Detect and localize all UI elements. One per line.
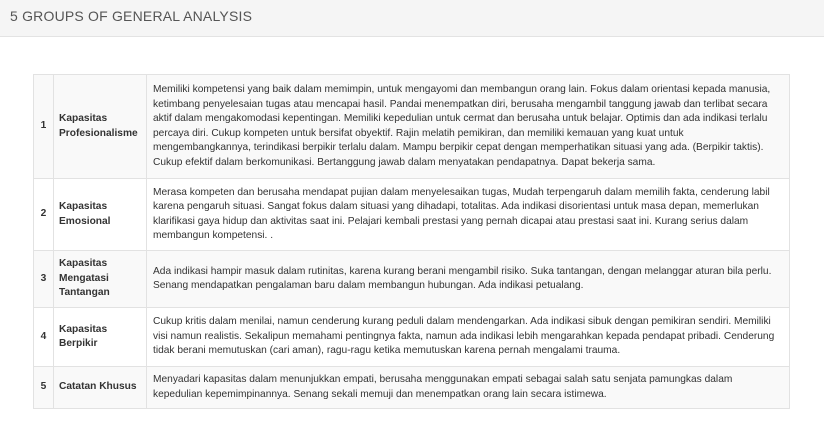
page-title: 5 GROUPS OF GENERAL ANALYSIS (10, 8, 253, 24)
table-row (34, 308, 790, 367)
group-number: 1 (34, 75, 54, 179)
group-description: Ada indikasi hampir masuk dalam rutinitas, karena kurang berani mengambil risiko. Suka tantangan, dengan melanggar aturan bila perlu. Senang mendapatkan pengalaman baru dalam membangun hubungan. Ada indikasi petualang. (147, 251, 790, 308)
table-row (34, 75, 790, 179)
group-description: Cukup kritis dalam menilai, namun cenderung kurang peduli dalam mendengarkan. Ada indikasi sibuk dengan pemikiran sendiri. Memiliki visi namun realistis. Sekalipun memahami pentingnya fakta, namun ada indikasi lebih mengarahkan kepada pendapat pribadi. Cenderung tidak berani memutuskan (cari aman), ragu-ragu ketika memutuskan karena pernah mengalami trauma. (147, 308, 790, 367)
group-number: 2 (34, 179, 54, 251)
table-row (34, 179, 790, 251)
group-description: Memiliki kompetensi yang baik dalam memimpin, untuk mengayomi dan membangun orang lain. Fokus dalam orientasi kepada manusia, ketimbang penyelesaian tugas atau mencapai hasil. Pandai menempatkan diri, berusaha mengambil tanggung jawab dan terlibat secara aktif dalam mengakomodasi kepentingan. Memiliki kepedulian untuk cermat dan berusaha untuk belajar. Optimis dan ada indikasi terlalu percaya diri. Cukup kompeten untuk bersifat obyektif. Rajin melatih pemikiran, dan memiliki kemauan yang kuat untuk mengembangkannya, terindikasi berpikir terlalu dalam. Mampu berpikir cepat dengan memperhatikan situasi yang ada. (Berpikir taktis). Cukup efektif dalam berkomunikasi. Bertanggung jawab dalam menyatakan pendapatnya. Dapat bekerja sama. (147, 75, 790, 179)
group-name: Kapasitas Mengatasi Tantangan (54, 251, 147, 308)
table-row (34, 251, 790, 308)
panel-header (0, 0, 824, 37)
group-number: 4 (34, 308, 54, 367)
group-name: Kapasitas Berpikir (54, 308, 147, 367)
group-name: Kapasitas Emosional (54, 179, 147, 251)
group-number: 5 (34, 367, 54, 409)
groups-table (33, 74, 790, 409)
group-name: Catatan Khusus (54, 367, 147, 409)
group-name: Kapasitas Profesionalisme (54, 75, 147, 179)
group-number: 3 (34, 251, 54, 308)
group-description: Merasa kompeten dan berusaha mendapat pujian dalam menyelesaikan tugas, Mudah terpengaruh dalam memilih fakta, cenderung labil karena pengaruh situasi. Sangat fokus dalam situasi yang dihadapi, totalitas. Ada indikasi disorientasi untuk masa depan, memerlukan klarifikasi gaya hidup dan aktivitas saat ini. Pelajari kembali prestasi yang pernah dicapai atau prestasi saat ini. Kurang serius dalam membangun kompetensi. . (147, 179, 790, 251)
table-row (34, 367, 790, 409)
group-description: Menyadari kapasitas dalam menunjukkan empati, berusaha menggunakan empati sebagai salah satu senjata pamungkas dalam kepedulian kepemimpinannya. Senang sekali memuji dan menempatkan orang lain secara istimewa. (147, 367, 790, 409)
